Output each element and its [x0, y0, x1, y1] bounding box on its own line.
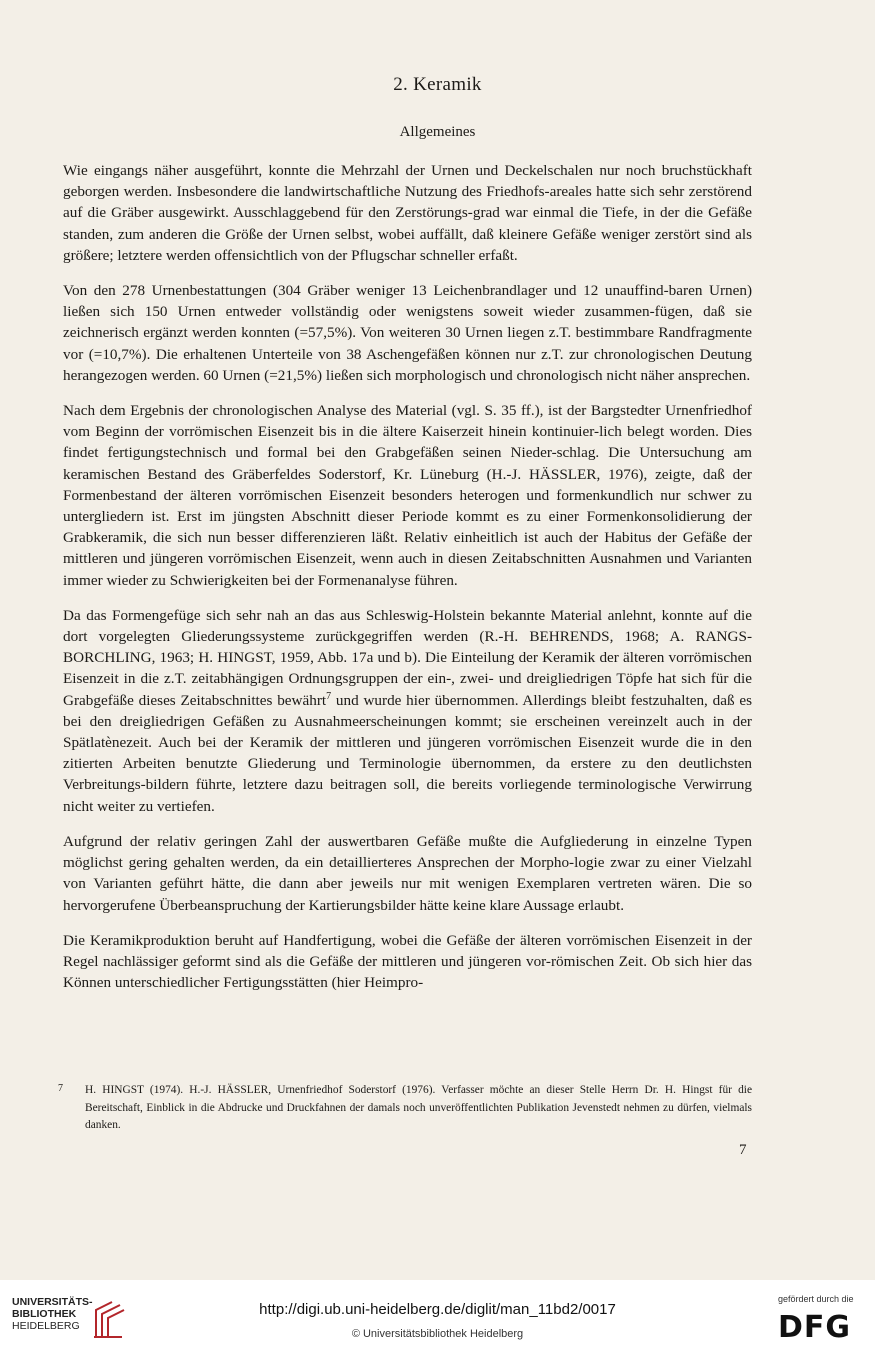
footnote-text: H. HINGST (1974). H.-J. HÄSSLER, Urnenfriedhof Soderstorf (1976). Verfasser möchte an dieser Stelle Herrn Dr. H. Hingst für die Bereitschaft, Einblick in die Abdrucke und Druckfahnen der damals noch unveröffentlichten Publikation Jevenstedt nehmen zu dürfen, vielmals danken.: [85, 1084, 752, 1132]
funding-label: gefördert durch die: [778, 1294, 854, 1304]
dfg-logo: DFG: [778, 1310, 852, 1345]
copyright-notice: © Universitätsbibliothek Heidelberg: [351, 1328, 524, 1340]
footnote: [58, 1082, 752, 1135]
library-line-2: BIBLIOTHEK: [12, 1308, 77, 1320]
page-number: 7: [739, 1142, 747, 1158]
subsection-title: Allgemeines: [399, 124, 476, 140]
funder-block[interactable]: [778, 1294, 864, 1344]
permalink-url[interactable]: http://digi.ub.uni-heidelberg.de/diglit/man_11bd2/0017: [259, 1301, 616, 1318]
library-line-1: UNIVERSITÄTS-: [12, 1296, 93, 1308]
paragraph-6: Die Keramikproduktion beruht auf Handfertigung, wobei die Gefäße der älteren vorrömischen Eisenzeit in der Regel nachlässiger geformt sind als die Gefäße der mittleren und jüngeren vor-römischen Zeit. Ob sich hier das Können unterschiedlicher Fertigungsstätten (hier Heimpro-: [63, 931, 752, 992]
footnote-reference[interactable]: 7: [326, 690, 332, 702]
paragraph-2: Von den 278 Urnenbestattungen (304 Gräber weniger 13 Leichenbrandlager und 12 unauffind-baren Urnen) ließen sich 150 Urnen entweder vollständig oder wenigstens soweit wieder zusammen-fügen, daß sie zeichnerisch ergänzt werden konnten (=57,5%). Von weiteren 30 Urnen liegen z.T. bestimmbare Randfragmente vor (=10,7%). Die erhaltenen Unterteile von 38 Aschengefäßen können nur z.T. zur chronologischen Deutung herangezogen werden. 60 Urnen (=21,5%) ließen sich morphologisch und chronologisch nicht näher ansprechen.: [63, 282, 752, 384]
viewer-footer: [0, 1280, 875, 1350]
paragraph-4: [63, 605, 752, 817]
section-title: 2. Keramik: [393, 74, 482, 95]
footnote-marker: 7: [58, 1083, 63, 1094]
paragraph-4-text-a: Da das Formengefüge sich sehr nah an das aus Schleswig-Holstein bekannte Material anlehnt, konnte auf die dort vorgelegten Gliederungssysteme zurückgegriffen werden (R.-H. BEHRENDS, 1968; A. RANGS-BORCHLING, 1963; H. HINGST, 1959, Abb. 17a und b). Die Einteilung der Keramik der älteren vorrömischen Eisenzeit in die z.T. zeitabhängigen Ordnungsgruppen der ein-, zwei- und dreigliedrigen Töpfe hat sich für die Grabgefäße dieses Zeitabschnittes bewährt: [63, 606, 752, 709]
paragraph-3: Nach dem Ergebnis der chronologischen Analyse des Material (vgl. S. 35 ff.), ist der Bargstedter Urnenfriedhof vom Beginn der vorrömischen Eisenzeit bis in die ältere Kaiserzeit hinein kontinuier-lich belegt worden. Dies findet fertigungstechnisch und formal bei den Grabgefäßen seinen Nieder-schlag. Die Untersuchung am keramischen Bestand des Gräberfeldes Soderstorf, Kr. Lüneburg (H.-J. HÄSSLER, 1976), zeigte, daß der Formenbestand der älteren vorrömischen Eisenzeit besonders heterogen und formenkundlich nur schwer zu untergliedern ist. Erst im jüngsten Abschnitt dieser Periode kommt es zu einer Formenkonsolidierung der Grabkeramik, die sich nun besser differenzieren läßt. Relativ einheitlich ist auch der Habitus der Gefäße der mittleren und jüngeren vorrömischen Eisenzeit, wenn auch in diesen Zeitabschnitten Ausnahmen und Varianten immer wieder zu Schwierigkeiten bei der Formenanalyse führen.: [63, 402, 752, 589]
paragraph-1: Wie eingangs näher ausgeführt, konnte die Mehrzahl der Urnen und Deckelschalen nur noch bruchstückhaft geborgen werden. Insbesondere die landwirtschaftliche Nutzung des Friedhofs-areales hatte sich sehr zerstörend auf die Gräber ausgewirkt. Ausschlaggebend für den Zerstörungs-grad war einmal die Tiefe, in der die Gefäße standen, zum anderen die Größe der Urnen selbst, wobei auffällt, daß kleinere Gefäße weniger zerstört sind als größere; letztere werden offensichtlich von der Pflugschar schneller erfaßt.: [63, 162, 752, 264]
library-line-3: HEIDELBERG: [12, 1320, 80, 1332]
paragraph-5: Aufgrund der relativ geringen Zahl der auswertbaren Gefäße mußte die Aufgliederung in einzelne Typen möglichst gering gehalten werden, da ein detaillierteres Ansprechen der Morpho-logie zwar zu einer Vielzahl von Varianten geführt hätte, die dann aber jeweils nur mit wenigen Exemplaren vertreten wären. Die so hervorgerufene Überbeanspruchung der Kartierungsbilder hätte keine klare Aussage erlaubt.: [63, 832, 752, 914]
paragraph-4-text-b: und wurde hier übernommen. Allerdings bleibt festzuhalten, daß es bei den dreigliedrigen Gefäßen zu Ausnahmeerscheinungen kommt; sie erscheinen vereinzelt auch in der Spätlatènezeit. Auch bei der Keramik der mittleren und jüngeren vorrömischen Eisenzeit wurde die in den zitierten Arbeiten benutzte Gliederung und Terminologie übernommen, da erstere zu den deutlichsten Verbreitungs-bildern führte, letztere dazu beitragen soll, die bereits vorliegende terminologische Verwirrung nicht weiter zu vertiefen.: [63, 691, 752, 815]
body-text: [63, 160, 752, 1007]
